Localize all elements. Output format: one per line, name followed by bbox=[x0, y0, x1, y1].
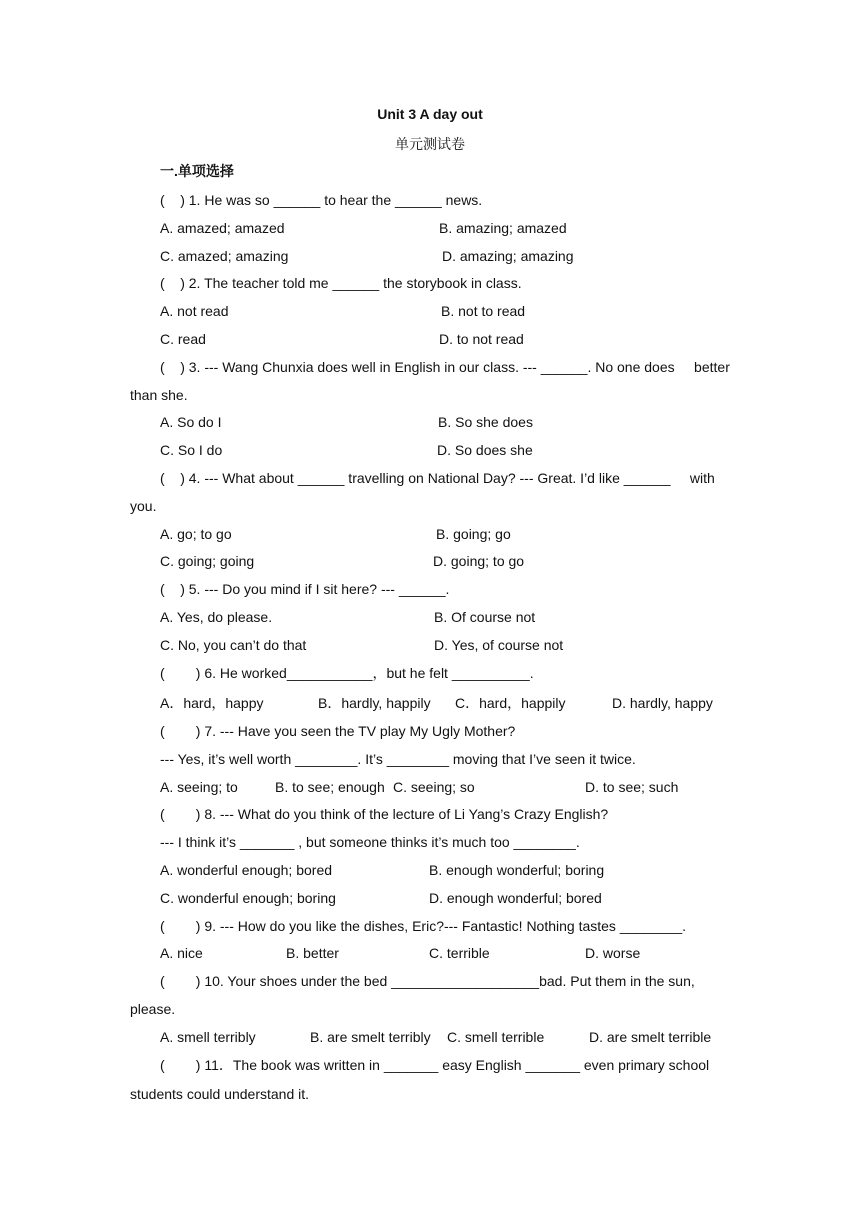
q1-option-b: B. amazing; amazed bbox=[439, 220, 567, 236]
section-heading: 一.单项选择 bbox=[160, 163, 234, 179]
q6-option-b: B．hardly, happily bbox=[318, 695, 431, 711]
q1-option-a: A. amazed; amazed bbox=[160, 220, 285, 236]
question-7-continuation: --- Yes, it’s well worth ________. It’s ________ moving that I’ve seen it twice. bbox=[160, 751, 636, 767]
question-6-stem: ( ) 6. He worked___________，but he felt __________. bbox=[160, 665, 534, 681]
question-10-continuation: please. bbox=[130, 1001, 176, 1017]
question-8-stem: ( ) 8. --- What do you think of the lecture of Li Yang’s Crazy English? bbox=[160, 806, 609, 822]
q4-option-c: C. going; going bbox=[160, 553, 255, 569]
question-10-stem: ( ) 10. Your shoes under the bed ___________________bad. Put them in the sun, bbox=[160, 973, 695, 989]
q2-option-b: B. not to read bbox=[441, 303, 526, 319]
q8-option-c: C. wonderful enough; boring bbox=[160, 890, 336, 906]
question-7-stem: ( ) 7. --- Have you seen the TV play My Ugly Mother? bbox=[160, 723, 516, 739]
question-11-continuation: students could understand it. bbox=[130, 1086, 310, 1102]
q7-option-a: A. seeing; to bbox=[160, 779, 238, 795]
question-8-continuation: --- I think it’s _______ , but someone thinks it’s much too ________. bbox=[160, 834, 580, 850]
q9-option-b: B. better bbox=[286, 945, 339, 961]
question-5-stem: ( ) 5. --- Do you mind if I sit here? --- ______. bbox=[160, 581, 450, 597]
q9-option-d: D. worse bbox=[585, 945, 641, 961]
q4-option-b: B. going; go bbox=[436, 526, 511, 542]
q5-option-d: D. Yes, of course not bbox=[434, 637, 564, 653]
q5-option-c: C. No, you can’t do that bbox=[160, 637, 307, 653]
q7-option-b: B. to see; enough bbox=[275, 779, 385, 795]
q8-option-b: B. enough wonderful; boring bbox=[429, 862, 605, 878]
q10-option-c: C. smell terrible bbox=[447, 1029, 545, 1045]
question-9-stem: ( ) 9. --- How do you like the dishes, Eric?--- Fantastic! Nothing tastes ________. bbox=[160, 918, 687, 934]
question-3-continuation: than she. bbox=[130, 387, 188, 403]
q3-option-c: C. So I do bbox=[160, 442, 223, 458]
q5-option-b: B. Of course not bbox=[434, 609, 536, 625]
question-3-stem: ( ) 3. --- Wang Chunxia does well in English in our class. --- ______. No one does better bbox=[160, 359, 730, 375]
question-11-stem: ( ) 11．The book was written in _______ easy English _______ even primary school bbox=[160, 1057, 710, 1073]
question-4-continuation: you. bbox=[130, 498, 157, 514]
q3-option-a: A. So do I bbox=[160, 414, 222, 430]
q6-option-d: D. hardly, happy bbox=[612, 695, 713, 711]
question-4-stem: ( ) 4. --- What about ______ travelling on National Day? --- Great. I’d like ______ with bbox=[160, 470, 715, 486]
q8-option-a: A. wonderful enough; bored bbox=[160, 862, 333, 878]
q2-option-c: C. read bbox=[160, 331, 206, 347]
q4-option-a: A. go; to go bbox=[160, 526, 232, 542]
question-1-stem: ( ) 1. He was so ______ to hear the ______ news. bbox=[160, 192, 483, 208]
q1-option-c: C. amazed; amazing bbox=[160, 248, 289, 264]
q7-option-c: C. seeing; so bbox=[393, 779, 475, 795]
q3-option-b: B. So she does bbox=[438, 414, 533, 430]
q7-option-d: D. to see; such bbox=[585, 779, 679, 795]
q2-option-a: A. not read bbox=[160, 303, 229, 319]
q1-option-d: D. amazing; amazing bbox=[442, 248, 574, 264]
q8-option-d: D. enough wonderful; bored bbox=[429, 890, 602, 906]
q5-option-a: A. Yes, do please. bbox=[160, 609, 273, 625]
q10-option-b: B. are smelt terribly bbox=[310, 1029, 431, 1045]
q3-option-d: D. So does she bbox=[437, 442, 533, 458]
page-title: Unit 3 A day out bbox=[377, 106, 483, 122]
q4-option-d: D. going; to go bbox=[433, 553, 525, 569]
q2-option-d: D. to not read bbox=[439, 331, 524, 347]
q9-option-c: C. terrible bbox=[429, 945, 490, 961]
q10-option-a: A. smell terribly bbox=[160, 1029, 256, 1045]
q9-option-a: A. nice bbox=[160, 945, 203, 961]
q6-option-c: C．hard，happily bbox=[455, 695, 566, 711]
page-subtitle: 单元测试卷 bbox=[395, 136, 465, 152]
q6-option-a: A．hard，happy bbox=[160, 695, 264, 711]
q10-option-d: D. are smelt terrible bbox=[589, 1029, 712, 1045]
question-2-stem: ( ) 2. The teacher told me ______ the storybook in class. bbox=[160, 275, 522, 291]
